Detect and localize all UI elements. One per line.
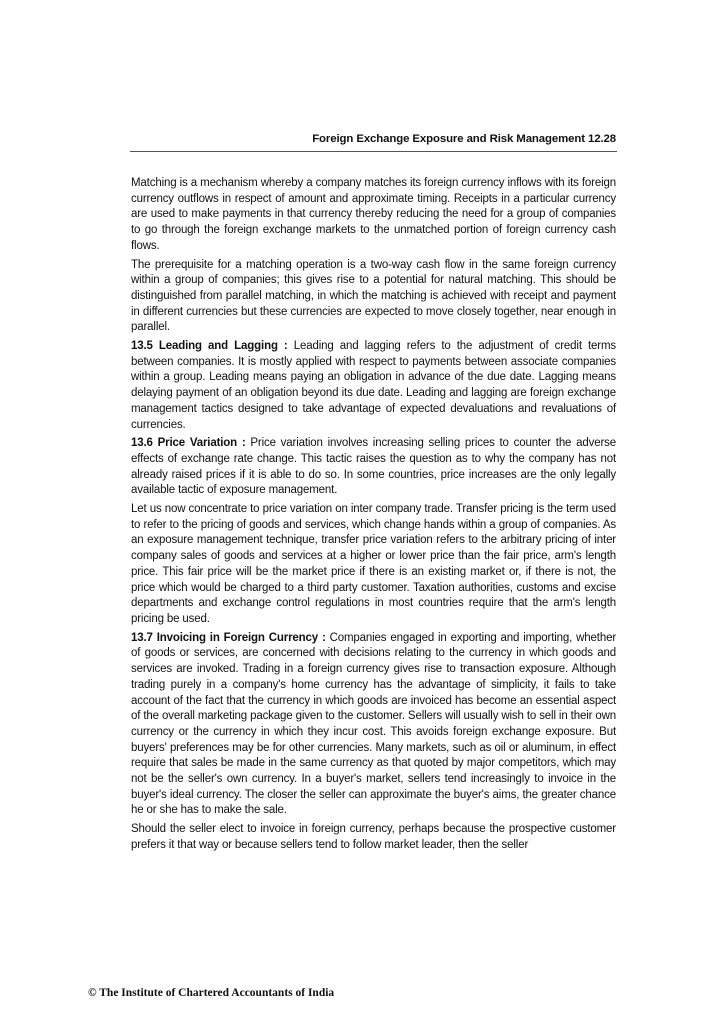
paragraph (131, 258, 616, 337)
paragraph-price-variation (131, 436, 616, 499)
paragraph (131, 502, 616, 628)
paragraph-text: Companies engaged in exporting and importing, whether of goods or services, are concerned with decisions relating to the currency in which goods and services are invoked. Trading in a foreign currency gives rise to transaction exposure. Although trading purely in a company's home currency has the advantage of simplicity, it fails to take account of the fact that the currency in which goods are invoiced has become an essential aspect of the overall marketing package given to the customer. Sellers will usually wish to sell in their own currency or the currency in which they incur cost. This avoids foreign exchange exposure. But buyers' preferences may be for other currencies. Many markets, such as oil or aluminum, in effect require that sales be made in the same currency as that quoted by major competitors, which may not be the seller's own currency. In a buyer's market, sellers tend increasingly to invoice in the buyer's ideal currency. The closer the seller can approximate the buyer's aims, the greater chance he or she has to make the sale. (131, 631, 616, 817)
paragraph (131, 176, 616, 255)
header-rule (130, 151, 617, 152)
paragraph-leading-and-lagging (131, 339, 616, 433)
body-text (131, 176, 616, 857)
paragraph-text: Should the seller elect to invoice in foreign currency, perhaps because the prospective customer prefers it that way or because sellers tend to follow market leader, then the seller (131, 823, 616, 851)
paragraph (131, 822, 616, 853)
copyright-footer: © The Institute of Chartered Accountants of India (88, 987, 335, 999)
running-header: Foreign Exchange Exposure and Risk Management 12.28 (312, 133, 616, 145)
paragraph-invoicing (131, 631, 616, 819)
paragraph-text: Let us now concentrate to price variation on inter company trade. Transfer pricing is the term used to refer to the pricing of goods and services, which change hands within a group of companies. As an exposure management technique, transfer price variation refers to the arbitrary pricing of inter company sales of goods and services at a higher or lower price than the fair price, arm's length price. This fair price will be the market price if there is an existing market or, if there is not, the price which would be charged to a third party customer. Taxation authorities, customs and excise departments and exchange control regulations in most countries require that the arm's length pricing be used. (131, 503, 616, 625)
paragraph-text: Leading and lagging refers to the adjustment of credit terms between companies. It is mostly applied with respect to payments between associate companies within a group. Leading means paying an obligation in advance of the due date. Lagging means delaying payment of an obligation beyond its due date. Leading and lagging are foreign exchange management tactics designed to take advantage of expected devaluations and revaluations of currencies. (131, 340, 616, 431)
paragraph-text: Matching is a mechanism whereby a company matches its foreign currency inflows with its foreign currency outflows in respect of amount and approximate timing. Receipts in a particular currency are used to make payments in that currency thereby reducing the need for a group of companies to go through the foreign exchange markets to the unmatched portion of foreign currency cash flows. (131, 177, 616, 252)
paragraph-text: The prerequisite for a matching operation is a two-way cash flow in the same foreign currency within a group of companies; this gives rise to a potential for natural matching. This should be distinguished from parallel matching, in which the matching is achieved with receipt and payment in different currencies but these currencies are expected to move closely together, near enough in parallel. (131, 258, 616, 334)
section-heading: 13.6 Price Variation : (131, 437, 246, 450)
section-heading: 13.5 Leading and Lagging : (131, 340, 288, 353)
paragraph-text: Price variation involves increasing selling prices to counter the adverse effects of exchange rate change. This tactic raises the question as to why the company has not already raised prices if it is able to do so. In some countries, price increases are the only legally available tactic of exposure management. (131, 437, 616, 497)
section-heading: 13.7 Invoicing in Foreign Currency : (131, 631, 326, 644)
